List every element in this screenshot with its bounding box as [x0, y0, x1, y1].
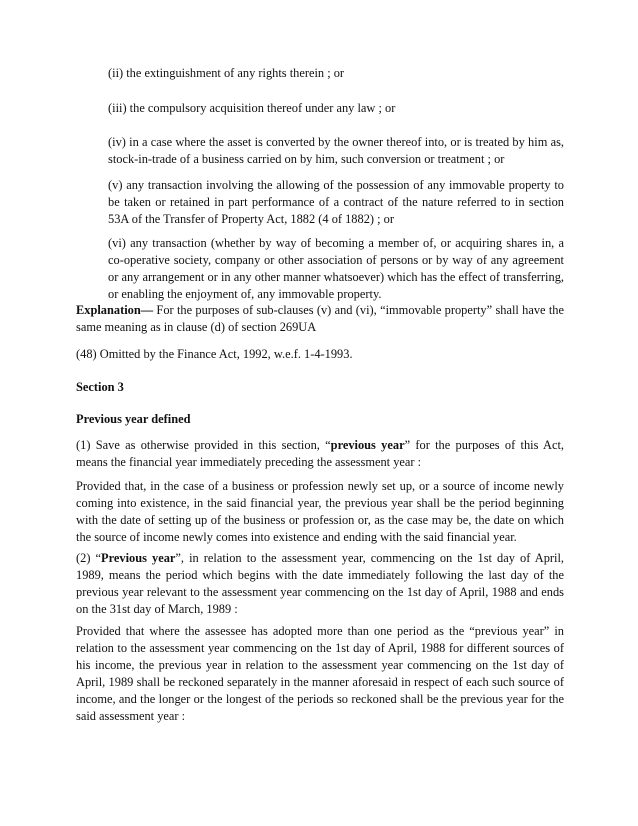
clause-iv: (iv) in a case where the asset is converted by the owner thereof into, or is treated by him as, stock-in-trade of a business carried on by him, such conversion or treatment ; or: [108, 135, 564, 166]
subsection-2: [76, 550, 564, 618]
subsection-1-text-end: ” for the purposes of this Act, means the financial year immediately preceding the assessment year :: [76, 438, 565, 469]
proviso-1: Provided that, in the case of a business or profession newly set up, or a source of income newly coming into existence, in the said financial year, the previous year shall be the period beginning with the date of setting up of the business or profession or, as the case may be, the date on which the source of income newly comes into existence and ending with the said financial year.: [76, 479, 564, 544]
proviso-2: Provided that where the assessee has adopted more than one period as the “previous year” in relation to the assessment year commencing on the 1st day of April, 1988 for different sources of his income, the previous year in relation to the assessment year commencing on the 1st day of April, 1989 shall be reckoned separately in the manner aforesaid in respect of each such source of income, and the longer or the longest of the periods so reckoned shall be the previous year for the said assessment year :: [76, 624, 564, 723]
subsection-2-text-start: (2) “: [76, 551, 102, 565]
explanation-paragraph: [76, 302, 564, 336]
defined-term-previous-year-2: Previous year: [101, 551, 176, 565]
explanation-text: For the purposes of sub-clauses (v) and (vi), “immovable property” shall have the same meaning as in clause (d) of section 269UA: [76, 303, 564, 334]
subsection-2-text-end: ”, in relation to the assessment year, commencing on the 1st day of April, 1989, means the period which begins with the date immediately following the last day of the previous year relevant to the assessment year commencing on the 1st day of April, 1988 and ends on the 31st day of March, 1989 :: [76, 551, 564, 616]
subsection-1-text-start: (1) Save as otherwise provided in this section, “: [76, 438, 331, 452]
explanation-label: Explanation—: [76, 303, 154, 317]
defined-term-previous-year: previous year: [330, 438, 405, 452]
subsection-1: [76, 437, 564, 471]
clause-vi: (vi) any transaction (whether by way of becoming a member of, or acquiring shares in, a co-operative society, company or other association of persons or by way of any agreement or any arrangement or in any other manner whatsoever) which has the effect of transferring, or enabling the enjoyment of, any immovable property.: [108, 236, 564, 301]
clause-iii: (iii) the compulsory acquisition thereof under any law ; or: [108, 101, 396, 115]
section-title: Previous year defined: [76, 412, 191, 426]
section-heading: Section 3: [76, 380, 124, 394]
omitted-clause: (48) Omitted by the Finance Act, 1992, w.e.f. 1-4-1993.: [76, 347, 353, 361]
clause-v: (v) any transaction involving the allowing of the possession of any immovable property to be taken or retained in part performance of a contract of the nature referred to in section 53A of the Transfer of Property Act, 1882 (4 of 1882) ; or: [108, 178, 564, 226]
clause-ii: (ii) the extinguishment of any rights therein ; or: [108, 66, 345, 80]
